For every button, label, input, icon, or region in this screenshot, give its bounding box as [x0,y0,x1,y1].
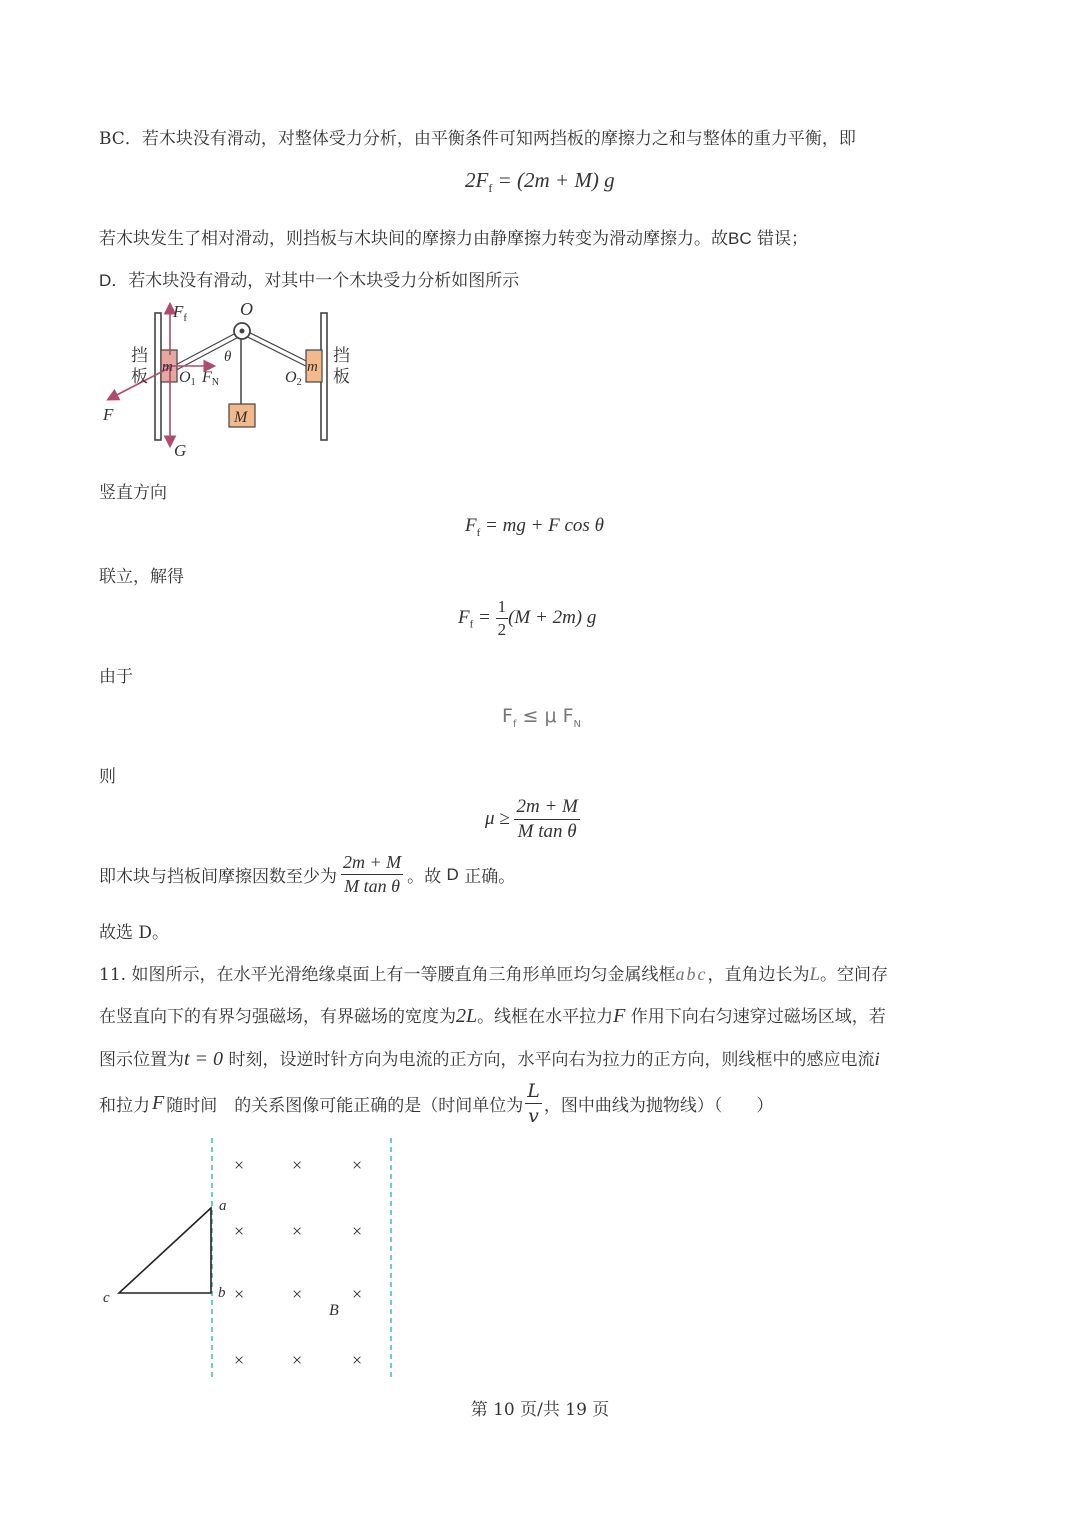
bc-sliding-a: 若木块发生了相对滑动，则挡板与木块间的摩擦力由静摩擦力转变为滑动摩擦力。故 [99,229,728,249]
field-mark: × [292,1284,303,1304]
q11-abc: abc [675,964,708,984]
label-baffle-right-2: 板 [333,367,350,386]
field-mark: × [234,1155,245,1175]
left-baffle [155,313,161,440]
q11-F: F [613,1005,626,1027]
eq2-lhs: F [465,515,477,536]
label-o: O [240,299,253,319]
min-friction-text [99,852,515,897]
label-c: c [103,1290,110,1306]
force-diagram [95,295,365,465]
q11-l4-c: ，图中曲线为抛物线）（ ） [543,1096,774,1116]
eq4-lhs: F [502,705,513,727]
label-ff: $F_f$ [173,302,188,324]
eq5-num: 2m + M [514,796,579,820]
equation-mu-bound [485,796,580,843]
choose-text: 故选 D。 [99,923,170,943]
then-text: 则 [99,767,116,787]
q11-t0: t = 0 [184,1048,224,1070]
eq4-mid: ≤ μ F [516,705,574,727]
label-f: F [103,405,114,424]
q11-l4-a: 和拉力 [99,1096,150,1116]
equation-vertical [465,515,604,539]
eq4-sub2: N [573,718,582,730]
eq3-num: 1 [496,597,509,619]
q11-i: i [874,1049,880,1070]
label-o1: O1 [179,369,196,388]
q11-F2: F [152,1092,165,1114]
eq5-lhs: μ ≥ [485,807,515,829]
label-m-big: M [234,409,248,426]
min-friction-c: D [446,864,459,884]
label-baffle-right-1: 挡 [333,346,350,365]
field-mark: × [234,1221,245,1241]
min-friction-a: 即木块与挡板间摩擦因数至少为 [99,867,337,887]
label-baffle-left-1: 挡 [131,346,148,365]
eq5-den: M tan θ [517,821,577,842]
q11-unit-num: L [527,1080,540,1102]
d-intro-text [99,266,519,291]
d-intro-a: D [99,271,112,290]
min-friction-b: 。故 [407,867,442,887]
q11-l1-c: 。空间存 [820,965,889,985]
q11-l1-b: ，直角边长为 [707,965,810,985]
field-mark: × [234,1284,245,1304]
q11-line-1 [99,960,888,986]
field-marks [234,1155,362,1370]
label-b-field: B [329,1302,339,1319]
label-g: G [174,441,187,460]
eq5-fraction [514,796,579,843]
vertical-direction-text: 竖直方向 [99,483,167,503]
eq2-rhs: = mg + F cos θ [480,515,604,536]
field-mark: × [292,1350,303,1370]
field-mark: × [292,1221,303,1241]
bc-sliding-b: BC [728,229,752,248]
inline-fraction [341,852,403,897]
equation-friction-limit [502,705,581,730]
field-mark: × [292,1155,303,1175]
field-mark: × [352,1155,363,1175]
bc-analysis-text: BC．若木块没有滑动，对整体受力分析，由平衡条件可知两挡板的摩擦力之和与整体的重力平衡，即 [99,129,856,149]
q11-l4-b: 随时间 的关系图像可能正确的是（时间单位为 [166,1096,524,1116]
d-intro-b: ．若木块没有滑动，对其中一个木块受力分析如图所示 [111,271,520,291]
label-a: a [219,1198,227,1214]
page-footer: 第 10 页/共 19 页 [470,1400,610,1420]
label-m-right: m [307,359,318,375]
q11-unit-fraction [525,1080,542,1127]
field-mark: × [352,1221,363,1241]
eq3-eq: = [473,606,496,628]
eq3-lhs: F [458,606,470,628]
q11-l1-a: 11. 如图所示，在水平光滑绝缘桌面上有一等腰直角三角形单匝均匀金属线框 [99,965,676,985]
magnetic-field-diagram [95,1135,405,1385]
inline-den: M tan θ [344,876,400,896]
q11-line-2 [99,1002,886,1028]
eq3-den: 2 [497,620,507,639]
eq1-lhs: 2F [465,168,489,192]
field-mark: × [234,1350,245,1370]
eq3-sub: f [469,618,474,631]
equation-ff-result [458,597,596,640]
min-friction-d: 正确。 [464,867,516,887]
combine-text: 联立，解得 [99,567,184,587]
label-o2: O2 [285,369,302,388]
label-m-left: m [162,359,173,375]
q11-2L: 2L [456,1005,478,1027]
label-baffle-left-2: 板 [131,367,148,386]
field-mark: × [352,1284,363,1304]
since-text: 由于 [99,667,133,687]
label-theta: θ [224,349,232,365]
eq3-rhs: (M + 2m) g [508,606,597,628]
q11-l3-b: 时刻，设逆时针方向为电流的正方向，水平向右为拉力的正方向，则线框中的感应电流 [228,1050,875,1070]
bc-sliding-text [99,224,808,249]
equation-total-friction [465,168,615,196]
q11-l3-a: 图示位置为 [99,1050,184,1070]
q11-line-3 [99,1045,880,1071]
q11-unit-den: v [528,1105,539,1127]
eq1-rhs: = (2m + M) g [492,168,615,192]
eq4-sub: f [512,718,517,730]
field-mark: × [352,1350,363,1370]
eq2-sub: f [476,526,481,539]
label-b: b [218,1285,226,1301]
q11-l2-a: 在竖直向下的有界匀强磁场，有界磁场的宽度为 [99,1007,456,1027]
wire-frame-abc [119,1208,211,1293]
bc-sliding-c: 错误； [757,229,809,249]
q11-L: L [809,964,821,985]
eq1-sub: f [488,181,493,196]
q11-l2-c: 作用下向右匀速穿过磁场区域，若 [630,1007,886,1027]
inline-num: 2m + M [341,852,403,875]
q11-line-4 [99,1080,773,1127]
label-fn: FN [202,369,220,388]
q11-l2-b: 。线框在水平拉力 [477,1007,614,1027]
eq3-fraction [496,597,509,640]
